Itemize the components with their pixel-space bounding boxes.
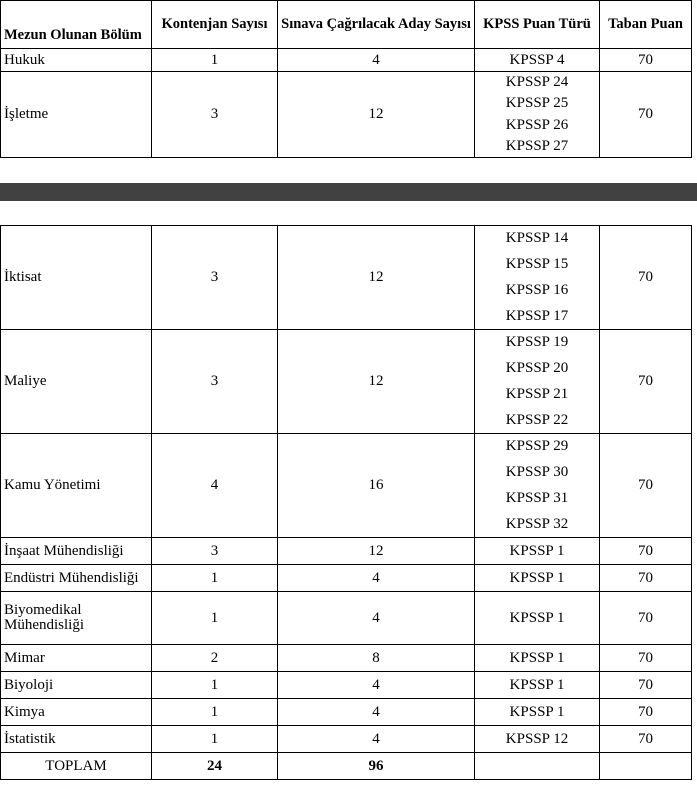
kpss-type-item: KPSSP 4 xyxy=(509,51,565,68)
table-row xyxy=(1,72,692,158)
table-row xyxy=(1,726,692,753)
base-score-cell: 70 xyxy=(600,565,692,592)
header-kpss-type: KPSS Puan Türü xyxy=(475,1,600,49)
kpss-type-item: KPSSP 1 xyxy=(509,542,565,559)
total-empty-cell xyxy=(475,753,600,780)
header-department: Mezun Olunan Bölüm xyxy=(1,1,152,49)
quota-table-top xyxy=(0,0,692,158)
kpss-type-item: KPSSP 14 xyxy=(505,230,569,247)
quota-cell: 3 xyxy=(152,72,278,158)
kpss-type-cell xyxy=(475,592,600,645)
table-row xyxy=(1,226,692,330)
kpss-type-item: KPSSP 17 xyxy=(505,307,569,324)
candidates-cell: 12 xyxy=(278,538,475,565)
candidates-cell: 4 xyxy=(278,699,475,726)
kpss-type-item: KPSSP 27 xyxy=(505,137,569,154)
kpss-type-item: KPSSP 32 xyxy=(505,515,569,532)
kpss-type-cell xyxy=(475,565,600,592)
kpss-type-cell xyxy=(475,726,600,753)
total-candidates: 96 xyxy=(278,753,475,780)
candidates-cell: 4 xyxy=(278,49,475,72)
table-row xyxy=(1,592,692,645)
base-score-cell: 70 xyxy=(600,592,692,645)
page-separator-bar xyxy=(0,183,697,201)
kpss-type-item: KPSSP 1 xyxy=(509,703,565,720)
table-header-row xyxy=(1,1,692,49)
kpss-type-item: KPSSP 15 xyxy=(505,256,569,273)
candidates-cell: 4 xyxy=(278,592,475,645)
base-score-cell: 70 xyxy=(600,330,692,434)
table-row xyxy=(1,49,692,72)
department-cell: Endüstri Mühendisliği xyxy=(1,565,152,592)
base-score-cell: 70 xyxy=(600,226,692,330)
candidates-cell: 12 xyxy=(278,72,475,158)
base-score-cell: 70 xyxy=(600,538,692,565)
table-row xyxy=(1,434,692,538)
base-score-cell: 70 xyxy=(600,49,692,72)
kpss-type-item: KPSSP 24 xyxy=(505,74,569,91)
kpss-type-item: KPSSP 22 xyxy=(505,411,569,428)
base-score-cell: 70 xyxy=(600,434,692,538)
kpss-type-cell xyxy=(475,672,600,699)
quota-cell: 2 xyxy=(152,645,278,672)
base-score-cell: 70 xyxy=(600,699,692,726)
quota-cell: 1 xyxy=(152,699,278,726)
header-candidates: Sınava Çağrılacak Aday Sayısı xyxy=(278,1,475,49)
kpss-type-item: KPSSP 1 xyxy=(509,569,565,586)
department-cell: Mimar xyxy=(1,645,152,672)
kpss-type-cell xyxy=(475,699,600,726)
quota-table-bottom xyxy=(0,225,692,780)
kpss-type-cell xyxy=(475,72,600,158)
quota-cell: 3 xyxy=(152,538,278,565)
quota-cell: 1 xyxy=(152,672,278,699)
candidates-cell: 4 xyxy=(278,565,475,592)
kpss-type-item: KPSSP 30 xyxy=(505,464,569,481)
kpss-type-item: KPSSP 26 xyxy=(505,116,569,133)
kpss-type-item: KPSSP 25 xyxy=(505,95,569,112)
header-quota: Kontenjan Sayısı xyxy=(152,1,278,49)
candidates-cell: 12 xyxy=(278,330,475,434)
quota-cell: 4 xyxy=(152,434,278,538)
kpss-type-item: KPSSP 31 xyxy=(505,489,569,506)
kpss-type-cell xyxy=(475,538,600,565)
table-row xyxy=(1,672,692,699)
candidates-cell: 8 xyxy=(278,645,475,672)
kpss-type-cell xyxy=(475,49,600,72)
department-cell: Kamu Yönetimi xyxy=(1,434,152,538)
department-cell: Kimya xyxy=(1,699,152,726)
table-row xyxy=(1,645,692,672)
header-base-score: Taban Puan xyxy=(600,1,692,49)
kpss-type-item: KPSSP 1 xyxy=(509,609,565,626)
candidates-cell: 16 xyxy=(278,434,475,538)
quota-cell: 3 xyxy=(152,330,278,434)
kpss-type-cell xyxy=(475,226,600,330)
quota-cell: 1 xyxy=(152,565,278,592)
base-score-cell: 70 xyxy=(600,726,692,753)
quota-cell: 3 xyxy=(152,226,278,330)
department-cell: Biyoloji xyxy=(1,672,152,699)
kpss-type-item: KPSSP 19 xyxy=(505,334,569,351)
total-label: TOPLAM xyxy=(1,753,152,780)
kpss-type-item: KPSSP 1 xyxy=(509,649,565,666)
candidates-cell: 4 xyxy=(278,726,475,753)
total-empty-cell xyxy=(600,753,692,780)
kpss-type-item: KPSSP 29 xyxy=(505,438,569,455)
table-row xyxy=(1,330,692,434)
quota-cell: 1 xyxy=(152,592,278,645)
quota-cell: 1 xyxy=(152,726,278,753)
kpss-type-item: KPSSP 21 xyxy=(505,385,569,402)
department-cell: Biyomedikal Mühendisliği xyxy=(1,592,152,645)
department-cell: İktisat xyxy=(1,226,152,330)
base-score-cell: 70 xyxy=(600,72,692,158)
kpss-type-item: KPSSP 20 xyxy=(505,360,569,377)
total-quota: 24 xyxy=(152,753,278,780)
quota-cell: 1 xyxy=(152,49,278,72)
candidates-cell: 4 xyxy=(278,672,475,699)
table-row xyxy=(1,565,692,592)
department-cell: İnşaat Mühendisliği xyxy=(1,538,152,565)
kpss-type-cell xyxy=(475,330,600,434)
base-score-cell: 70 xyxy=(600,645,692,672)
table-row xyxy=(1,699,692,726)
base-score-cell: 70 xyxy=(600,672,692,699)
kpss-type-item: KPSSP 12 xyxy=(505,730,569,747)
department-cell: İstatistik xyxy=(1,726,152,753)
table-row xyxy=(1,538,692,565)
total-row xyxy=(1,753,692,780)
kpss-type-cell xyxy=(475,645,600,672)
kpss-type-item: KPSSP 16 xyxy=(505,281,569,298)
kpss-type-item: KPSSP 1 xyxy=(509,676,565,693)
department-cell: Hukuk xyxy=(1,49,152,72)
kpss-type-cell xyxy=(475,434,600,538)
candidates-cell: 12 xyxy=(278,226,475,330)
department-cell: İşletme xyxy=(1,72,152,158)
department-cell: Maliye xyxy=(1,330,152,434)
